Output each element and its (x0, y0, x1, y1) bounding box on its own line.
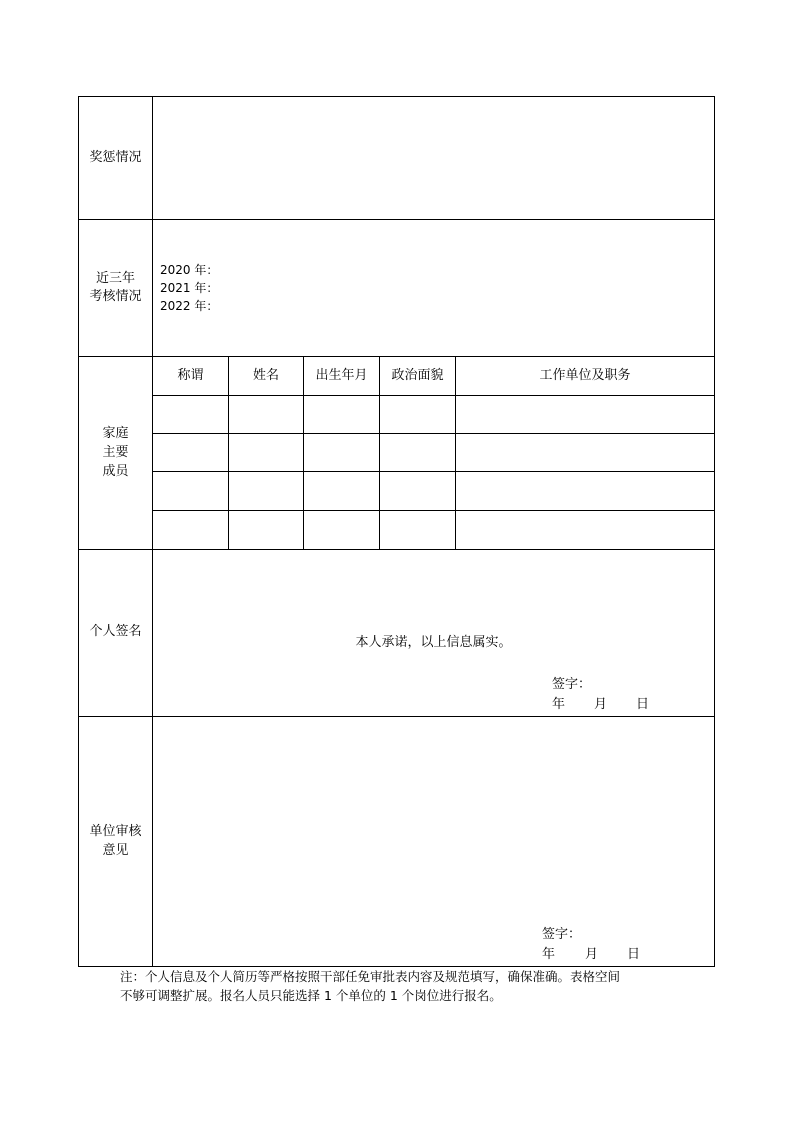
family-cell[interactable] (304, 396, 379, 433)
table-row (153, 396, 714, 433)
family-cell[interactable] (380, 434, 455, 471)
unit-review-sign-label[interactable]: 签字： (542, 927, 582, 942)
family-col-header-workplace: 工作单位及职务 (539, 368, 631, 383)
family-cell[interactable] (229, 472, 303, 510)
family-cell[interactable] (456, 396, 714, 433)
footnote-line2: 不够可调整扩展。报名人员只能选择 1 个单位的 1 个岗位进行报名。 (120, 988, 502, 1003)
table-row (153, 511, 714, 549)
family-col-header-relation: 称谓 (177, 368, 204, 383)
signature-sign-label[interactable]: 签字： (552, 677, 592, 692)
signature-date-month: 月 (594, 697, 608, 712)
family-label-line3: 成员 (102, 464, 129, 479)
family-cell[interactable] (380, 472, 455, 510)
unit-review-date-day: 日 (627, 947, 641, 962)
rewards-content-area[interactable] (153, 97, 714, 219)
assessment-year-2022[interactable]: 2022 年： (160, 299, 219, 313)
unit-review-content-area[interactable] (153, 717, 714, 922)
family-cell[interactable] (304, 434, 379, 471)
unit-review-label-line2: 意见 (102, 843, 129, 858)
family-cell[interactable] (456, 511, 714, 549)
signature-date-day: 日 (636, 697, 650, 712)
family-cell[interactable] (153, 396, 228, 433)
family-cell[interactable] (153, 472, 228, 510)
signature-promise: 本人承诺，以上信息属实。 (355, 635, 512, 650)
family-cell[interactable] (153, 511, 228, 549)
family-cell[interactable] (380, 511, 455, 549)
family-cell[interactable] (153, 434, 228, 471)
signature-label: 个人签名 (89, 624, 142, 639)
table-row (153, 434, 714, 471)
family-cell[interactable] (380, 396, 455, 433)
unit-review-date-month: 月 (585, 947, 599, 962)
footnote-line1: 注：个人信息及个人简历等严格按照干部任免审批表内容及规范填写，确保准确。表格空间 (120, 969, 621, 984)
table-border-bottom (78, 966, 715, 967)
family-cell[interactable] (456, 472, 714, 510)
signature-date-year: 年 (552, 697, 566, 712)
family-label-line1: 家庭 (102, 426, 129, 441)
family-cell[interactable] (304, 511, 379, 549)
section-divider (78, 356, 715, 357)
section-divider (78, 549, 715, 550)
unit-review-label-line1: 单位审核 (89, 824, 142, 839)
family-cell[interactable] (456, 434, 714, 471)
table-border-right (714, 96, 715, 967)
family-cell[interactable] (229, 511, 303, 549)
family-label-line2: 主要 (102, 445, 129, 460)
family-col-header-name: 姓名 (252, 368, 279, 383)
family-col-header-birth: 出生年月 (315, 368, 368, 383)
assessment-label-line2: 考核情况 (89, 289, 142, 304)
assessment-label-line1: 近三年 (95, 271, 135, 286)
table-row (153, 472, 714, 510)
family-cell[interactable] (229, 434, 303, 471)
rewards-label: 奖惩情况 (89, 150, 142, 165)
family-cell[interactable] (304, 472, 379, 510)
family-col-header-political: 政治面貌 (391, 368, 444, 383)
assessment-year-2020[interactable]: 2020 年： (160, 263, 219, 277)
assessment-year-2021[interactable]: 2021 年： (160, 281, 219, 295)
unit-review-date-year: 年 (542, 947, 556, 962)
family-cell[interactable] (229, 396, 303, 433)
section-divider (78, 219, 715, 220)
